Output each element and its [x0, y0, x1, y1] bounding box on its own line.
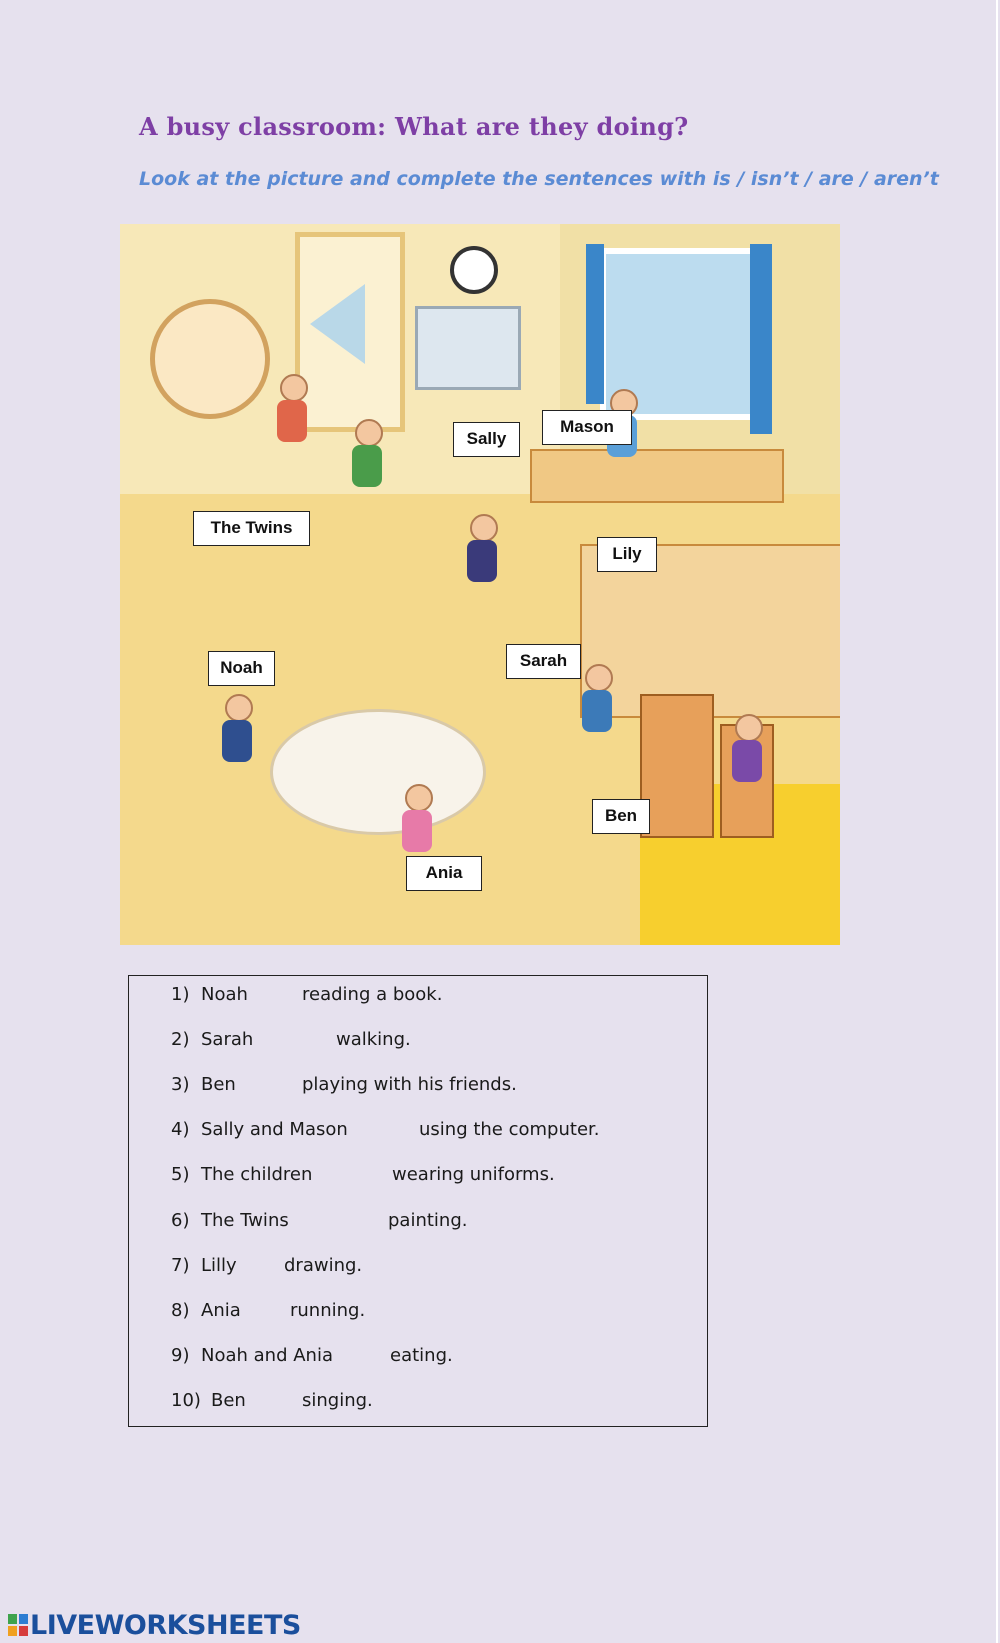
child-body [467, 540, 497, 582]
classroom-illustration [120, 224, 840, 945]
sentence-number: 1) [171, 984, 190, 1005]
curtain-left [586, 244, 604, 404]
sentence-subject: Noah [201, 984, 248, 1005]
sentence-subject: Lilly [201, 1255, 237, 1276]
label-ben: Ben [592, 799, 650, 834]
sentence-row [129, 1210, 707, 1240]
child-figure [405, 784, 433, 812]
round-window [150, 299, 270, 419]
child-figure [470, 514, 498, 542]
child-figure [280, 374, 308, 402]
child-body [582, 690, 612, 732]
sentence-number: 4) [171, 1119, 190, 1140]
exercise-box [128, 975, 708, 1427]
brand-name: LIVEWORKSHEETS [30, 1610, 301, 1641]
sentence-number: 3) [171, 1074, 190, 1095]
back-desk [530, 449, 784, 503]
wall-clock-icon [450, 246, 498, 294]
label-noah: Noah [208, 651, 275, 686]
sentence-subject: Ben [201, 1074, 236, 1095]
child-figure [735, 714, 763, 742]
sentence-number: 7) [171, 1255, 190, 1276]
child-body [222, 720, 252, 762]
sentence-subject: Ben [211, 1390, 246, 1411]
sentence-ending: painting. [388, 1210, 468, 1231]
sentence-ending: using the computer. [419, 1119, 600, 1140]
label-the-twins: The Twins [193, 511, 310, 546]
sentence-ending: playing with his friends. [302, 1074, 517, 1095]
door-window [310, 284, 365, 364]
label-lily: Lily [597, 537, 657, 572]
sentence-row [129, 1390, 707, 1420]
sentence-row [129, 1300, 707, 1330]
worksheet-instruction: Look at the picture and complete the sentences with is / isn’t / are / aren’t [139, 168, 939, 190]
sentence-number: 8) [171, 1300, 190, 1321]
sentence-row [129, 984, 707, 1014]
label-sally: Sally [453, 422, 520, 457]
label-sarah: Sarah [506, 644, 581, 679]
sentence-number: 5) [171, 1164, 190, 1185]
sentence-row [129, 1164, 707, 1194]
sentence-ending: reading a book. [302, 984, 443, 1005]
sentence-subject: The Twins [201, 1210, 289, 1231]
label-ania: Ania [406, 856, 482, 891]
sentence-number: 6) [171, 1210, 190, 1231]
sentence-row [129, 1345, 707, 1375]
grid-logo-icon [8, 1614, 28, 1636]
sentence-ending: drawing. [284, 1255, 363, 1276]
sentence-number: 2) [171, 1029, 190, 1050]
round-table [270, 709, 486, 835]
child-body [277, 400, 307, 442]
child-figure [585, 664, 613, 692]
child-figure [355, 419, 383, 447]
worksheet-title: A busy classroom: What are they doing? [139, 112, 689, 141]
block-tower [640, 694, 714, 838]
child-body [402, 810, 432, 852]
sentence-number: 9) [171, 1345, 190, 1366]
sentence-number: 10) [171, 1390, 201, 1411]
sentence-ending: wearing uniforms. [392, 1164, 555, 1185]
curtain-right [750, 244, 772, 434]
sentence-subject: Sally and Mason [201, 1119, 348, 1140]
notice-board [415, 306, 521, 390]
sentence-row [129, 1029, 707, 1059]
sentence-ending: walking. [336, 1029, 411, 1050]
label-mason: Mason [542, 410, 632, 445]
child-figure [225, 694, 253, 722]
child-body [352, 445, 382, 487]
sentence-subject: The children [201, 1164, 313, 1185]
page-edge [996, 0, 998, 1643]
sentence-row [129, 1074, 707, 1104]
sentence-ending: running. [290, 1300, 366, 1321]
sentence-row [129, 1119, 707, 1149]
sentence-subject: Ania [201, 1300, 241, 1321]
sentence-row [129, 1255, 707, 1285]
sentence-subject: Sarah [201, 1029, 254, 1050]
liveworksheets-logo [8, 1610, 301, 1641]
sentence-ending: eating. [390, 1345, 453, 1366]
sentence-subject: Noah and Ania [201, 1345, 333, 1366]
sentence-ending: singing. [302, 1390, 373, 1411]
child-body [732, 740, 762, 782]
